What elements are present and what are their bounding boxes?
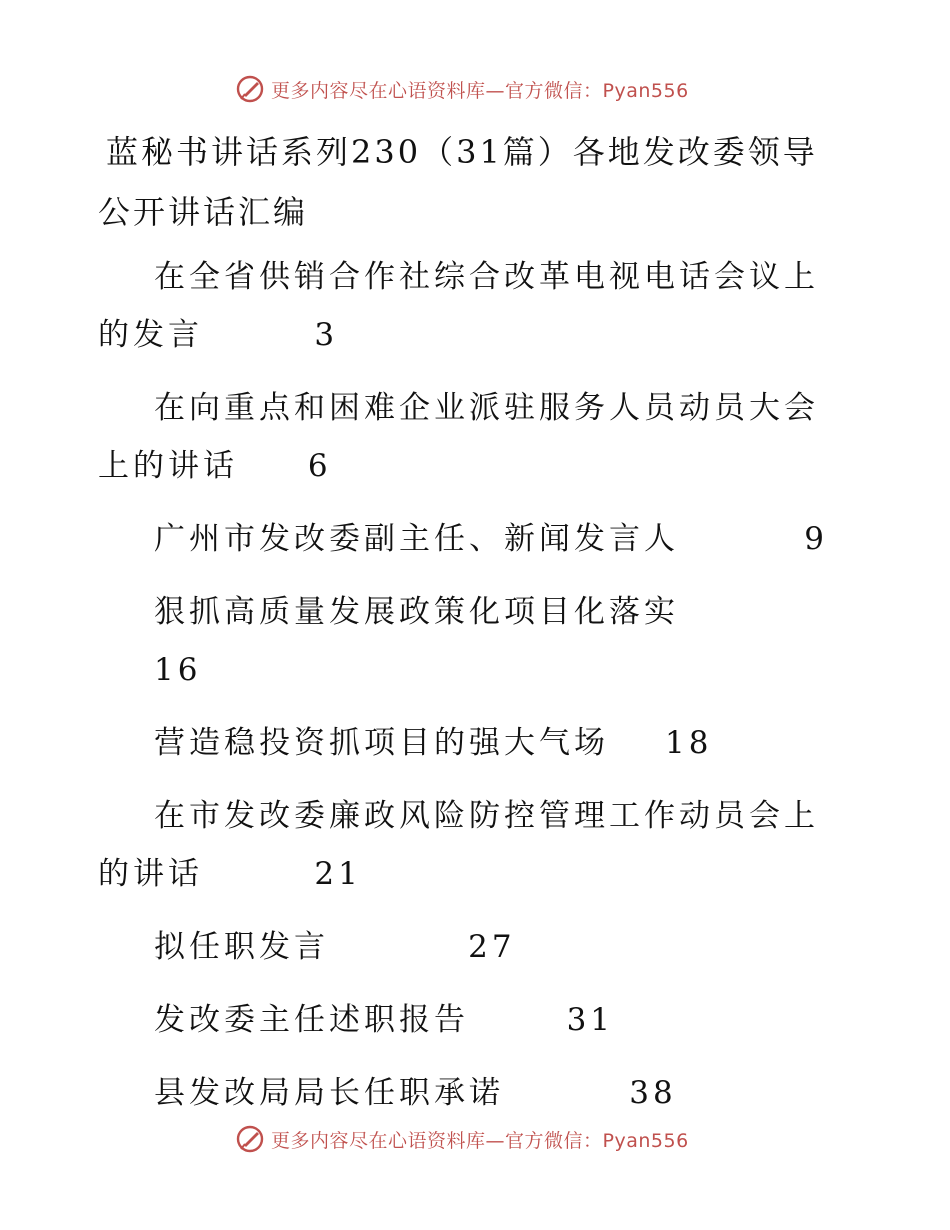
toc-entry-text: 在市发改委廉政风险防控管理工作动员会上的讲话 (98, 798, 819, 892)
watermark-text: 更多内容尽在心语资料库—官方微信：Pyan556 (271, 79, 689, 102)
quill-logo-icon (235, 1124, 265, 1154)
toc-entry-text: 发改委主任述职报告 (154, 1002, 469, 1038)
toc-entry[interactable] (98, 379, 843, 495)
toc-entry[interactable] (98, 918, 843, 976)
header-watermark (235, 72, 689, 106)
toc-page-number: 9 (804, 521, 829, 557)
toc-entry[interactable] (98, 583, 843, 699)
toc-page-number: 38 (629, 1075, 677, 1111)
table-of-contents (98, 248, 843, 1137)
toc-entry-text: 营造稳投资抓项目的强大气场 (154, 725, 609, 761)
toc-entry-text: 县发改局局长任职承诺 (154, 1075, 504, 1111)
toc-entry[interactable] (98, 248, 843, 364)
document-title: 蓝秘书讲话系列230（31篇）各地发改委领导公开讲话汇编 (98, 133, 818, 231)
toc-entry[interactable] (98, 510, 843, 568)
toc-page-number: 18 (665, 725, 713, 761)
toc-entry-text: 在全省供销合作社综合改革电视电话会议上的发言 (98, 259, 819, 353)
toc-page-number: 27 (468, 929, 516, 965)
toc-page-number: 6 (307, 448, 332, 484)
toc-page-number: 31 (566, 1002, 615, 1038)
footer-watermark (235, 1122, 689, 1156)
toc-entry-text: 拟任职发言 (154, 929, 329, 965)
toc-entry-text: 广州市发改委副主任、新闻发言人 (154, 521, 679, 557)
quill-logo-icon (235, 74, 265, 104)
toc-entry[interactable] (98, 714, 843, 772)
toc-entry[interactable] (98, 991, 843, 1049)
watermark-text: 更多内容尽在心语资料库—官方微信：Pyan556 (271, 1129, 689, 1152)
toc-page-number: 16 (154, 652, 202, 688)
toc-entry[interactable] (98, 1064, 843, 1122)
toc-entry-text: 狠抓高质量发展政策化项目化落实 (154, 594, 679, 630)
toc-entry-text: 在向重点和困难企业派驻服务人员动员大会上的讲话 (98, 390, 819, 484)
toc-page-number: 3 (314, 317, 339, 353)
toc-entry[interactable] (98, 787, 843, 903)
toc-page-number: 21 (314, 856, 362, 892)
